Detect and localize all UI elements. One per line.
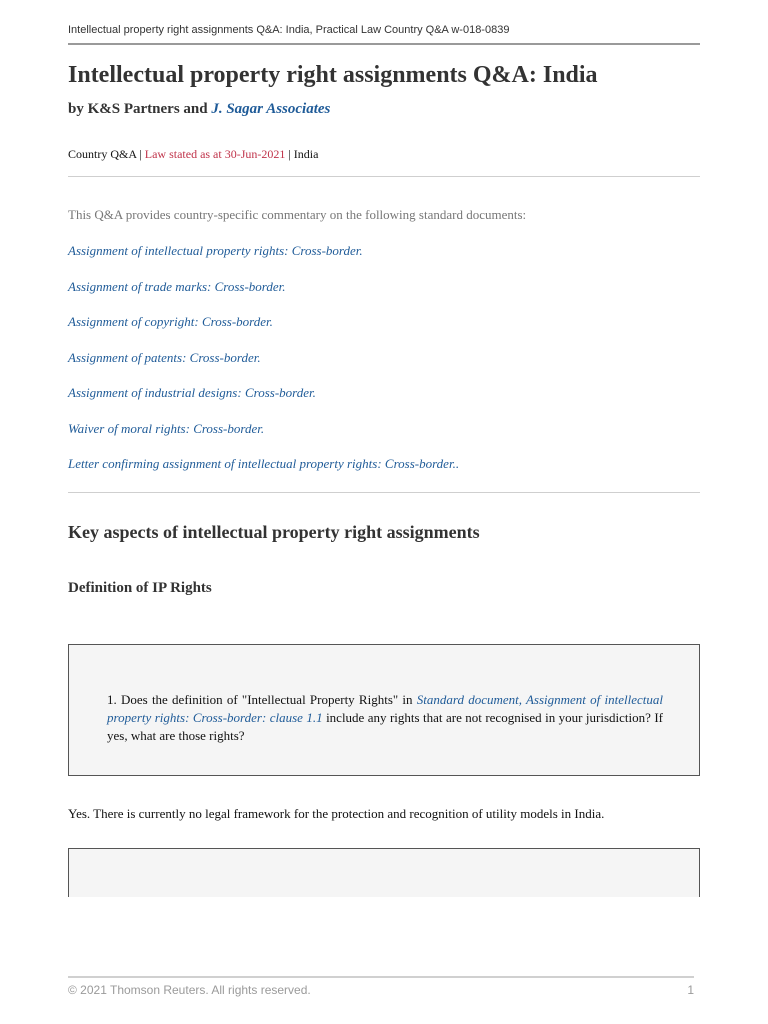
intro-text: This Q&A provides country-specific commentary on the following standard documents: <box>68 207 527 222</box>
byline <box>68 101 330 118</box>
standard-document-links <box>68 243 700 492</box>
document-type: Country Q&A <box>68 147 137 161</box>
clause-link[interactable]: Standard document, Assignment of intellectual property rights: Cross-border: clause 1.1 <box>107 692 663 725</box>
question-text <box>107 691 663 745</box>
answer-text: Yes. There is currently no legal framework for the protection and recognition of utility models in India. <box>68 806 605 821</box>
law-stated-date: Law stated as at 30-Jun-2021 <box>144 147 286 161</box>
question-text-before: 1. Does the definition of "Intellectual Property Rights" in <box>107 692 417 707</box>
jurisdiction: India <box>293 147 319 161</box>
author-link[interactable]: J. Sagar Associates <box>211 101 331 117</box>
section-divider <box>68 492 700 493</box>
page-bottom-margin <box>0 897 768 977</box>
subsection-heading: Definition of IP Rights <box>68 580 212 596</box>
running-header: Intellectual property right assignments Q&A: India, Practical Law Country Q&A w-018-0839 <box>68 24 700 45</box>
doc-link-trade-marks[interactable]: Assignment of trade marks: Cross-border. <box>68 278 286 294</box>
document-meta <box>68 147 700 177</box>
meta-separator: | <box>136 147 145 161</box>
copyright: © 2021 Thomson Reuters. All rights reserved. <box>68 983 311 997</box>
byline-prefix: by K&S Partners and <box>68 101 212 117</box>
doc-link-letter-confirming[interactable]: Letter confirming assignment of intellectual property rights: Cross-border.. <box>68 456 460 471</box>
question-text-after: include any rights that are not recognised in your jurisdiction? If yes, what are those rights? <box>107 710 663 743</box>
page-footer <box>68 976 694 997</box>
page-title: Intellectual property right assignments Q&A: India <box>68 62 598 88</box>
doc-link-industrial-designs[interactable]: Assignment of industrial designs: Cross-border. <box>68 385 316 400</box>
section-heading: Key aspects of intellectual property right assignments <box>68 522 480 542</box>
doc-link-patents[interactable]: Assignment of patents: Cross-border. <box>68 349 261 365</box>
next-question-box <box>68 848 700 897</box>
question-box <box>68 644 700 776</box>
doc-link-moral-rights[interactable]: Waiver of moral rights: Cross-border. <box>68 420 265 436</box>
meta-separator: | <box>285 147 294 161</box>
doc-link-copyright[interactable]: Assignment of copyright: Cross-border. <box>68 314 273 329</box>
doc-link-ip-rights[interactable]: Assignment of intellectual property rights: Cross-border. <box>68 243 363 258</box>
page-number: 1 <box>687 983 694 997</box>
